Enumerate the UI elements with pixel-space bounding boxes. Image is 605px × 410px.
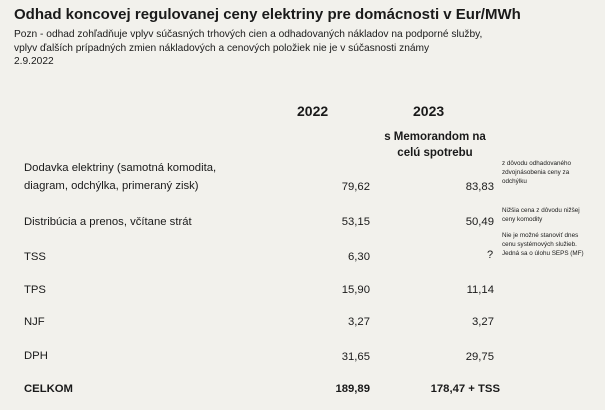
label-line: Dodavka elektriny (samotná komodita, xyxy=(24,162,217,174)
side-note-dodavka xyxy=(502,159,571,186)
value-2022-celkom: 189,89 xyxy=(335,383,370,395)
value-2022-tps: 15,90 xyxy=(341,284,370,296)
side-note-line: Nižšia cena z dôvodu nižšej xyxy=(502,207,580,214)
value-2023-dph: 29,75 xyxy=(465,351,494,363)
side-note-tss xyxy=(502,231,584,258)
row-label-celkom: CELKOM xyxy=(24,383,73,395)
side-note-line: Nie je možné stanoviť dnes xyxy=(502,232,579,239)
note-line: vplyv ďalších prípadných zmien nákladových a cenových položiek nie je v súčasnosti známy xyxy=(14,42,430,54)
value-2023-njf: 3,27 xyxy=(472,316,494,328)
row-label-njf: NJF xyxy=(24,316,45,328)
side-note-distribucia xyxy=(502,206,580,224)
row-label-tps: TPS xyxy=(24,284,46,296)
side-note-line: zdvojnásobenia ceny za xyxy=(502,169,570,176)
value-2023-distribucia: 50,49 xyxy=(465,216,494,228)
side-note-line: ceny komodity xyxy=(502,216,543,223)
side-note-line: odchýlku xyxy=(502,178,527,185)
value-2022-njf: 3,27 xyxy=(348,316,370,328)
value-2022-dph: 31,65 xyxy=(341,351,370,363)
note-date: 2.9.2022 xyxy=(14,56,54,67)
value-2023-tss: ? xyxy=(487,249,494,261)
value-2022-dodavka: 79,62 xyxy=(341,181,370,193)
row-label-tss: TSS xyxy=(24,251,46,263)
subheader-line: celú spotrebu xyxy=(397,147,473,159)
value-2023-tps: 11,14 xyxy=(466,284,494,296)
document-title: Odhad koncovej regulovanej ceny elektriny pre domácnosti v Eur/MWh xyxy=(14,6,521,23)
column-header-2022: 2022 xyxy=(297,103,329,119)
value-2023-dodavka: 83,83 xyxy=(465,181,494,193)
row-label-dph: DPH xyxy=(24,350,48,362)
value-2022-distribucia: 53,15 xyxy=(341,216,370,228)
value-2022-tss: 6,30 xyxy=(348,251,370,263)
subheader-line: s Memorandom na xyxy=(384,131,486,143)
column-header-2023: 2023 xyxy=(413,103,445,119)
note xyxy=(14,28,482,69)
side-note-line: z dôvodu odhadovaného xyxy=(502,160,571,167)
label-line: diagram, odchýlka, primeraný zisk) xyxy=(24,180,199,192)
side-note-line: Jedná sa o úlohu SEPS (MF) xyxy=(502,250,584,257)
value-2023-celkom: 178,47 + TSS xyxy=(430,383,500,395)
side-note-line: cenu systémových služieb. xyxy=(502,241,577,248)
row-label-distribucia: Distribúcia a prenos, včítane strát xyxy=(24,216,192,228)
note-line: Pozn - odhad zohľadňuje vplyv súčasných trhových cien a odhadovaných nákladov na podporné služby, xyxy=(14,29,483,40)
row-label-dodavka xyxy=(24,159,216,195)
column-subheader-2023 xyxy=(380,129,490,161)
